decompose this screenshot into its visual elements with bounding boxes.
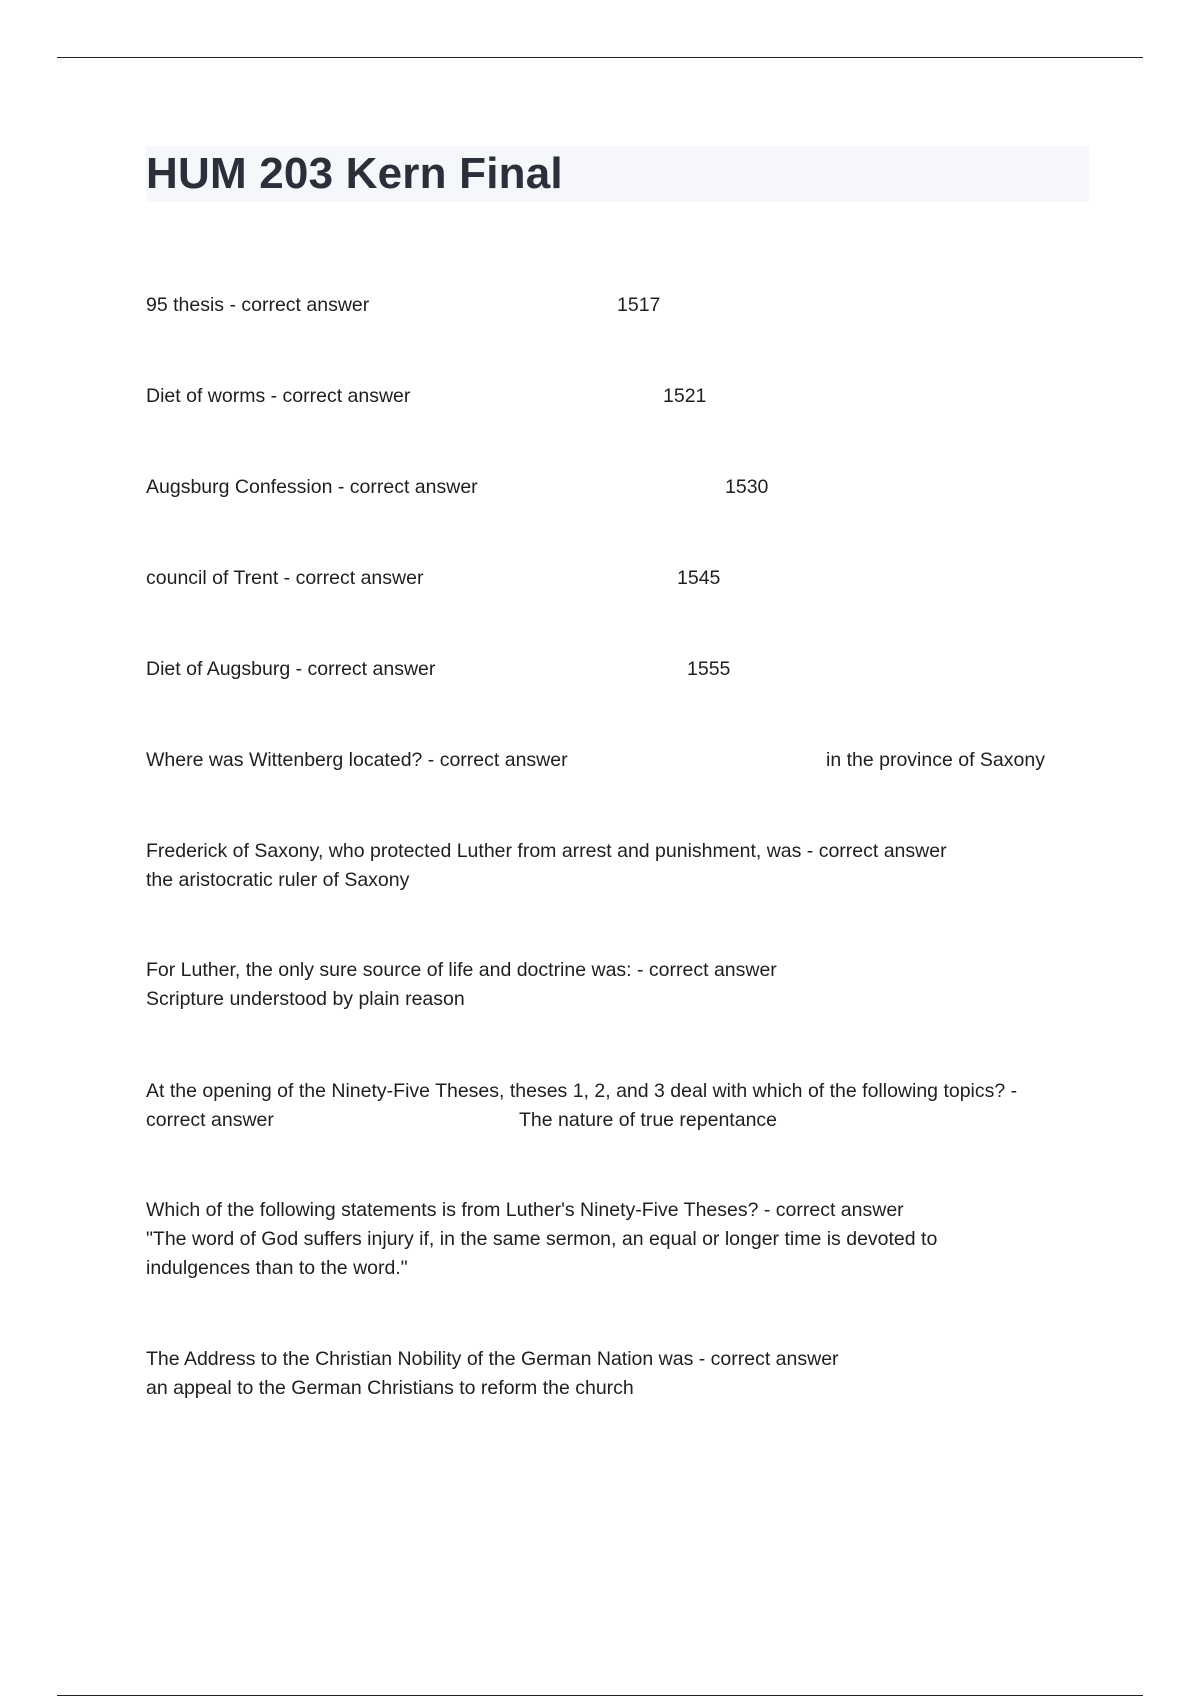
question: 95 thesis - correct answer — [146, 294, 370, 316]
qa-item — [146, 291, 1066, 320]
question: At the opening of the Ninety-Five Theses, theses 1, 2, and 3 deal with which of the following topics? - correct answer — [146, 1080, 1023, 1131]
question: Which of the following statements is from Luther's Ninety-Five Theses? - correct answer — [146, 1199, 904, 1221]
answer: in the province of Saxony — [826, 749, 1045, 771]
answer: 1545 — [677, 567, 721, 589]
answer: 1517 — [617, 294, 661, 316]
answer: the aristocratic ruler of Saxony — [146, 869, 410, 891]
qa-item — [146, 837, 1066, 895]
question: Diet of worms - correct answer — [146, 385, 411, 407]
answer: The nature of true repentance — [519, 1109, 778, 1131]
question: The Address to the Christian Nobility of the German Nation was - correct answer — [146, 1348, 839, 1370]
qa-item — [146, 1345, 1066, 1403]
question: Frederick of Saxony, who protected Luther from arrest and punishment, was - correct answer — [146, 840, 947, 862]
question: Augsburg Confession - correct answer — [146, 476, 478, 498]
qa-item — [146, 1196, 1066, 1283]
answer: 1521 — [663, 385, 707, 407]
answer: Scripture understood by plain reason — [146, 988, 465, 1010]
answer: 1530 — [725, 476, 769, 498]
question: council of Trent - correct answer — [146, 567, 424, 589]
qa-item — [146, 1077, 1066, 1135]
qa-item — [146, 564, 1066, 593]
document-title: HUM 203 Kern Final — [146, 149, 563, 198]
qa-item — [146, 382, 1066, 411]
top-rule — [57, 57, 1143, 58]
bottom-rule — [57, 1695, 1143, 1696]
qa-item — [146, 473, 1066, 502]
qa-item — [146, 746, 1066, 775]
answer: "The word of God suffers injury if, in the same sermon, an equal or longer time is devoted to indulgences than to the word." — [146, 1228, 943, 1279]
qa-item — [146, 956, 1066, 1014]
answer: 1555 — [687, 658, 731, 680]
question: For Luther, the only sure source of life and doctrine was: - correct answer — [146, 959, 777, 981]
question: Where was Wittenberg located? - correct answer — [146, 749, 568, 771]
question: Diet of Augsburg - correct answer — [146, 658, 436, 680]
answer: an appeal to the German Christians to reform the church — [146, 1377, 634, 1399]
qa-item — [146, 655, 1066, 684]
